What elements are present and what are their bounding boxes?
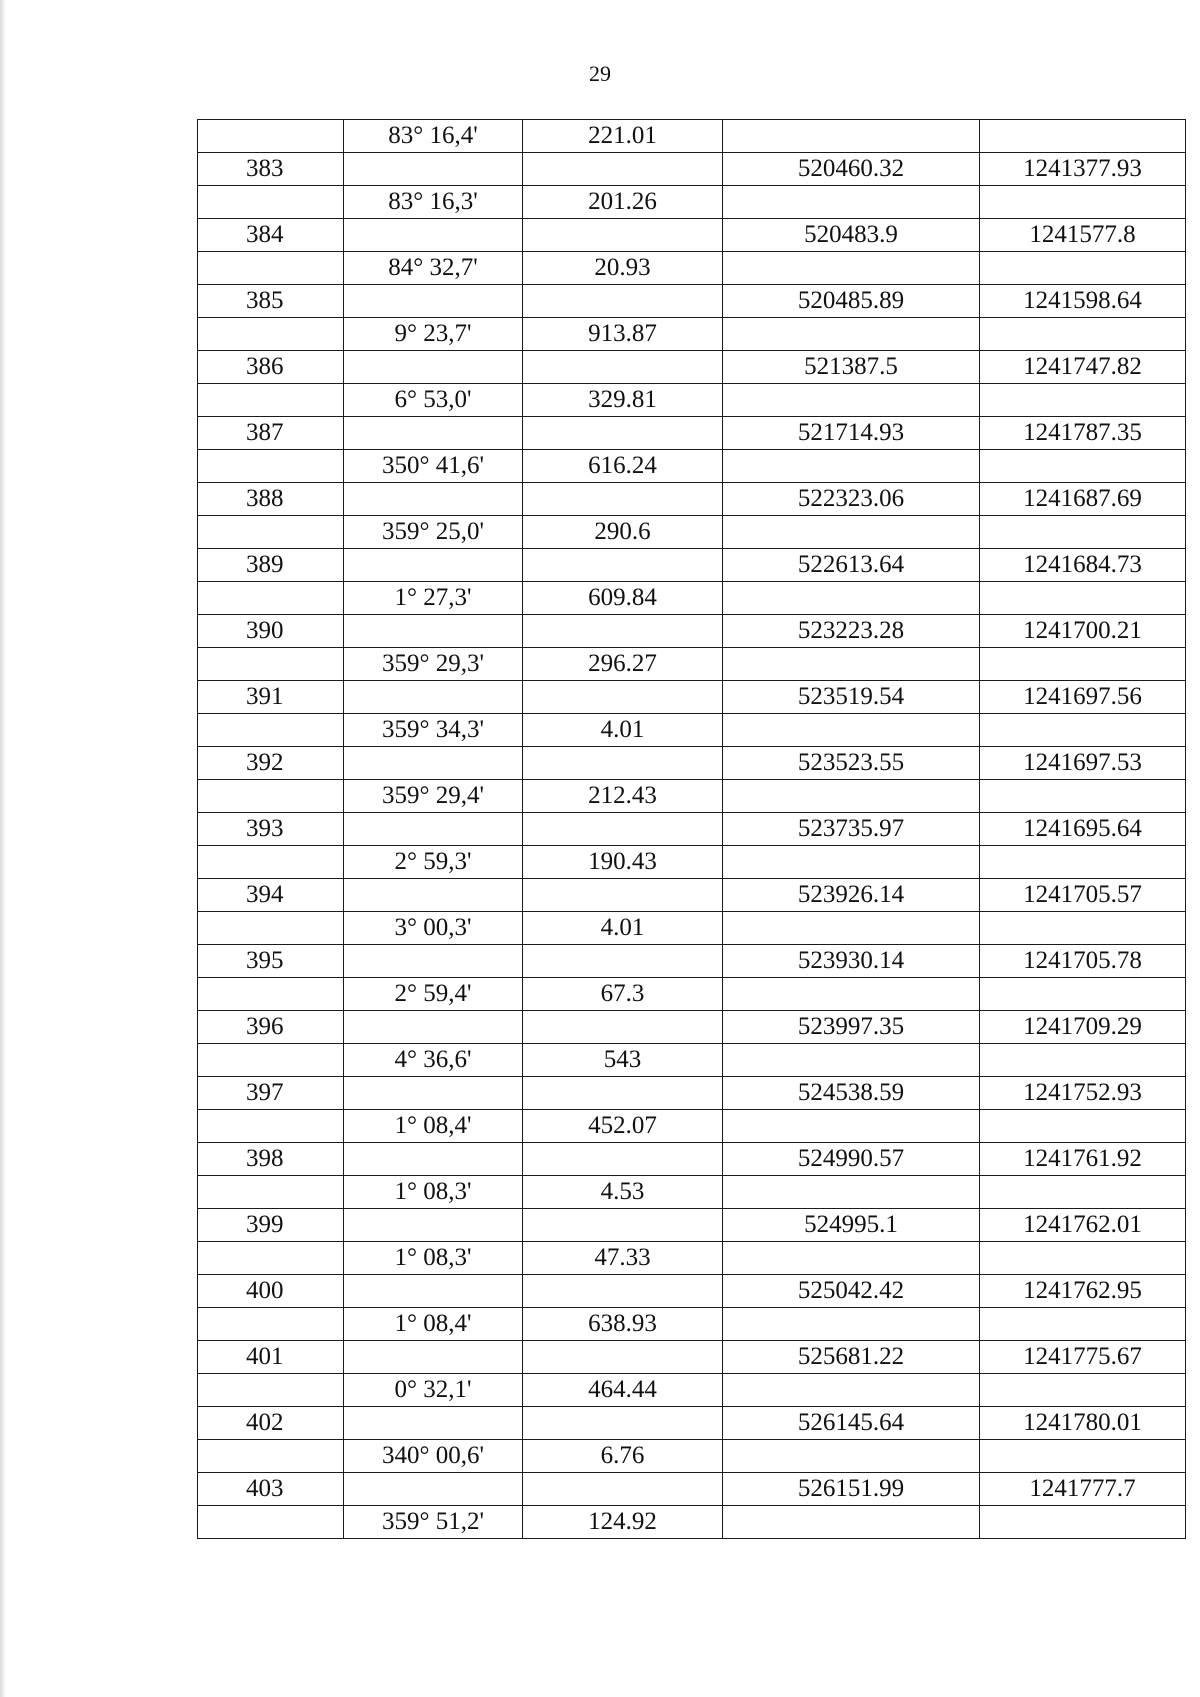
direction-angle-cell <box>344 945 523 978</box>
x-coordinate-cell: 523523.55 <box>723 747 980 780</box>
table-row <box>198 978 1186 1011</box>
distance-cell <box>523 1473 723 1506</box>
table-row <box>198 681 1186 714</box>
x-coordinate-cell: 525042.42 <box>723 1275 980 1308</box>
table-row <box>198 582 1186 615</box>
x-coordinate-cell <box>723 1176 980 1209</box>
x-coordinate-cell <box>723 1374 980 1407</box>
table-row <box>198 1077 1186 1110</box>
y-coordinate-cell: 1241695.64 <box>980 813 1186 846</box>
y-coordinate-cell <box>980 1440 1186 1473</box>
y-coordinate-cell <box>980 252 1186 285</box>
distance-cell: 67.3 <box>523 978 723 1011</box>
point-number-cell <box>198 912 344 945</box>
x-coordinate-cell: 522323.06 <box>723 483 980 516</box>
point-number-cell: 388 <box>198 483 344 516</box>
y-coordinate-cell <box>980 1506 1186 1539</box>
scan-edge-shadow <box>0 0 6 1697</box>
table-row <box>198 384 1186 417</box>
distance-cell <box>523 681 723 714</box>
table-row <box>198 1440 1186 1473</box>
distance-cell <box>523 549 723 582</box>
y-coordinate-cell: 1241787.35 <box>980 417 1186 450</box>
table-row <box>198 1176 1186 1209</box>
point-number-cell: 386 <box>198 351 344 384</box>
x-coordinate-cell <box>723 1308 980 1341</box>
direction-angle-cell <box>344 879 523 912</box>
point-number-cell <box>198 384 344 417</box>
y-coordinate-cell: 1241684.73 <box>980 549 1186 582</box>
y-coordinate-cell: 1241687.69 <box>980 483 1186 516</box>
x-coordinate-cell: 523926.14 <box>723 879 980 912</box>
y-coordinate-cell <box>980 978 1186 1011</box>
direction-angle-cell: 84° 32,7' <box>344 252 523 285</box>
x-coordinate-cell <box>723 1242 980 1275</box>
y-coordinate-cell: 1241697.53 <box>980 747 1186 780</box>
direction-angle-cell <box>344 1275 523 1308</box>
table-row <box>198 1506 1186 1539</box>
direction-angle-cell: 9° 23,7' <box>344 318 523 351</box>
point-number-cell <box>198 186 344 219</box>
x-coordinate-cell <box>723 120 980 153</box>
table-row <box>198 186 1186 219</box>
distance-cell: 452.07 <box>523 1110 723 1143</box>
y-coordinate-cell <box>980 1374 1186 1407</box>
table-row <box>198 879 1186 912</box>
y-coordinate-cell <box>980 582 1186 615</box>
point-number-cell: 383 <box>198 153 344 186</box>
x-coordinate-cell: 520460.32 <box>723 153 980 186</box>
direction-angle-cell <box>344 615 523 648</box>
direction-angle-cell: 2° 59,4' <box>344 978 523 1011</box>
direction-angle-cell: 4° 36,6' <box>344 1044 523 1077</box>
distance-cell <box>523 1341 723 1374</box>
distance-cell: 464.44 <box>523 1374 723 1407</box>
y-coordinate-cell: 1241598.64 <box>980 285 1186 318</box>
point-number-cell <box>198 1242 344 1275</box>
distance-cell: 543 <box>523 1044 723 1077</box>
y-coordinate-cell <box>980 318 1186 351</box>
x-coordinate-cell: 520485.89 <box>723 285 980 318</box>
distance-cell <box>523 945 723 978</box>
table-row <box>198 1110 1186 1143</box>
distance-cell: 212.43 <box>523 780 723 813</box>
point-number-cell <box>198 120 344 153</box>
direction-angle-cell: 350° 41,6' <box>344 450 523 483</box>
x-coordinate-cell <box>723 714 980 747</box>
direction-angle-cell: 1° 27,3' <box>344 582 523 615</box>
point-number-cell: 389 <box>198 549 344 582</box>
x-coordinate-cell: 522613.64 <box>723 549 980 582</box>
distance-cell: 190.43 <box>523 846 723 879</box>
y-coordinate-cell: 1241700.21 <box>980 615 1186 648</box>
distance-cell: 616.24 <box>523 450 723 483</box>
y-coordinate-cell <box>980 1308 1186 1341</box>
table-row <box>198 1011 1186 1044</box>
distance-cell <box>523 1011 723 1044</box>
table-row <box>198 747 1186 780</box>
table-row <box>198 351 1186 384</box>
y-coordinate-cell: 1241762.01 <box>980 1209 1186 1242</box>
table-row <box>198 714 1186 747</box>
x-coordinate-cell: 523223.28 <box>723 615 980 648</box>
x-coordinate-cell <box>723 978 980 1011</box>
table-row <box>198 1242 1186 1275</box>
direction-angle-cell: 1° 08,4' <box>344 1110 523 1143</box>
direction-angle-cell <box>344 549 523 582</box>
point-number-cell <box>198 648 344 681</box>
table-row <box>198 1044 1186 1077</box>
x-coordinate-cell <box>723 252 980 285</box>
direction-angle-cell <box>344 153 523 186</box>
direction-angle-cell: 359° 29,4' <box>344 780 523 813</box>
coordinates-table-body <box>198 120 1186 1539</box>
y-coordinate-cell <box>980 780 1186 813</box>
x-coordinate-cell <box>723 186 980 219</box>
table-row <box>198 219 1186 252</box>
distance-cell: 4.53 <box>523 1176 723 1209</box>
distance-cell: 609.84 <box>523 582 723 615</box>
x-coordinate-cell: 523930.14 <box>723 945 980 978</box>
point-number-cell <box>198 978 344 1011</box>
table-row <box>198 1308 1186 1341</box>
y-coordinate-cell: 1241762.95 <box>980 1275 1186 1308</box>
point-number-cell: 397 <box>198 1077 344 1110</box>
direction-angle-cell <box>344 681 523 714</box>
x-coordinate-cell: 525681.22 <box>723 1341 980 1374</box>
y-coordinate-cell <box>980 846 1186 879</box>
point-number-cell: 387 <box>198 417 344 450</box>
table-row <box>198 252 1186 285</box>
x-coordinate-cell: 523519.54 <box>723 681 980 714</box>
x-coordinate-cell <box>723 1506 980 1539</box>
x-coordinate-cell: 520483.9 <box>723 219 980 252</box>
point-number-cell: 398 <box>198 1143 344 1176</box>
x-coordinate-cell: 524990.57 <box>723 1143 980 1176</box>
x-coordinate-cell <box>723 780 980 813</box>
table-row <box>198 483 1186 516</box>
point-number-cell <box>198 1308 344 1341</box>
table-row <box>198 813 1186 846</box>
y-coordinate-cell <box>980 1176 1186 1209</box>
point-number-cell: 391 <box>198 681 344 714</box>
direction-angle-cell: 0° 32,1' <box>344 1374 523 1407</box>
distance-cell <box>523 1077 723 1110</box>
x-coordinate-cell: 524995.1 <box>723 1209 980 1242</box>
point-number-cell <box>198 1440 344 1473</box>
point-number-cell: 384 <box>198 219 344 252</box>
table-row <box>198 615 1186 648</box>
point-number-cell: 403 <box>198 1473 344 1506</box>
y-coordinate-cell <box>980 912 1186 945</box>
point-number-cell: 402 <box>198 1407 344 1440</box>
y-coordinate-cell: 1241752.93 <box>980 1077 1186 1110</box>
x-coordinate-cell <box>723 384 980 417</box>
distance-cell: 201.26 <box>523 186 723 219</box>
page-number: 29 <box>589 61 611 86</box>
distance-cell <box>523 483 723 516</box>
distance-cell <box>523 813 723 846</box>
point-number-cell: 392 <box>198 747 344 780</box>
direction-angle-cell <box>344 1341 523 1374</box>
point-number-cell: 399 <box>198 1209 344 1242</box>
distance-cell <box>523 747 723 780</box>
distance-cell: 4.01 <box>523 912 723 945</box>
x-coordinate-cell <box>723 516 980 549</box>
point-number-cell <box>198 318 344 351</box>
direction-angle-cell: 1° 08,3' <box>344 1242 523 1275</box>
x-coordinate-cell <box>723 1044 980 1077</box>
distance-cell <box>523 1209 723 1242</box>
distance-cell <box>523 1407 723 1440</box>
x-coordinate-cell <box>723 582 980 615</box>
point-number-cell: 396 <box>198 1011 344 1044</box>
table-row <box>198 1341 1186 1374</box>
table-row <box>198 516 1186 549</box>
direction-angle-cell <box>344 747 523 780</box>
y-coordinate-cell: 1241577.8 <box>980 219 1186 252</box>
distance-cell <box>523 1143 723 1176</box>
y-coordinate-cell <box>980 1242 1186 1275</box>
direction-angle-cell: 340° 00,6' <box>344 1440 523 1473</box>
table-row <box>198 549 1186 582</box>
point-number-cell <box>198 516 344 549</box>
distance-cell <box>523 351 723 384</box>
point-number-cell: 385 <box>198 285 344 318</box>
direction-angle-cell <box>344 219 523 252</box>
direction-angle-cell <box>344 1209 523 1242</box>
y-coordinate-cell: 1241780.01 <box>980 1407 1186 1440</box>
table-row <box>198 846 1186 879</box>
distance-cell: 913.87 <box>523 318 723 351</box>
table-row <box>198 1473 1186 1506</box>
direction-angle-cell <box>344 1473 523 1506</box>
distance-cell <box>523 615 723 648</box>
table-row <box>198 1275 1186 1308</box>
distance-cell <box>523 219 723 252</box>
x-coordinate-cell: 521714.93 <box>723 417 980 450</box>
direction-angle-cell <box>344 1407 523 1440</box>
table-row <box>198 1374 1186 1407</box>
x-coordinate-cell <box>723 912 980 945</box>
distance-cell: 296.27 <box>523 648 723 681</box>
table-row <box>198 945 1186 978</box>
y-coordinate-cell: 1241709.29 <box>980 1011 1186 1044</box>
point-number-cell <box>198 450 344 483</box>
x-coordinate-cell: 526145.64 <box>723 1407 980 1440</box>
y-coordinate-cell: 1241777.7 <box>980 1473 1186 1506</box>
table-row <box>198 417 1186 450</box>
x-coordinate-cell: 526151.99 <box>723 1473 980 1506</box>
table-row <box>198 1143 1186 1176</box>
x-coordinate-cell <box>723 1440 980 1473</box>
y-coordinate-cell <box>980 516 1186 549</box>
direction-angle-cell: 359° 25,0' <box>344 516 523 549</box>
distance-cell <box>523 153 723 186</box>
point-number-cell <box>198 714 344 747</box>
point-number-cell: 394 <box>198 879 344 912</box>
table-row <box>198 1407 1186 1440</box>
x-coordinate-cell <box>723 318 980 351</box>
distance-cell: 638.93 <box>523 1308 723 1341</box>
coordinates-table <box>197 119 1186 1539</box>
distance-cell: 124.92 <box>523 1506 723 1539</box>
y-coordinate-cell <box>980 384 1186 417</box>
table-row <box>198 780 1186 813</box>
direction-angle-cell <box>344 483 523 516</box>
direction-angle-cell: 359° 29,3' <box>344 648 523 681</box>
point-number-cell <box>198 1110 344 1143</box>
x-coordinate-cell <box>723 450 980 483</box>
point-number-cell <box>198 252 344 285</box>
direction-angle-cell: 6° 53,0' <box>344 384 523 417</box>
y-coordinate-cell <box>980 1110 1186 1143</box>
direction-angle-cell <box>344 813 523 846</box>
direction-angle-cell: 1° 08,3' <box>344 1176 523 1209</box>
y-coordinate-cell <box>980 186 1186 219</box>
table-row <box>198 318 1186 351</box>
y-coordinate-cell: 1241747.82 <box>980 351 1186 384</box>
direction-angle-cell <box>344 1011 523 1044</box>
table-row <box>198 912 1186 945</box>
point-number-cell: 390 <box>198 615 344 648</box>
direction-angle-cell: 1° 08,4' <box>344 1308 523 1341</box>
direction-angle-cell: 3° 00,3' <box>344 912 523 945</box>
y-coordinate-cell <box>980 1044 1186 1077</box>
table-row <box>198 648 1186 681</box>
table-row <box>198 153 1186 186</box>
distance-cell: 6.76 <box>523 1440 723 1473</box>
table-row <box>198 1209 1186 1242</box>
x-coordinate-cell: 523735.97 <box>723 813 980 846</box>
x-coordinate-cell: 524538.59 <box>723 1077 980 1110</box>
y-coordinate-cell: 1241761.92 <box>980 1143 1186 1176</box>
y-coordinate-cell <box>980 648 1186 681</box>
distance-cell <box>523 417 723 450</box>
direction-angle-cell: 2° 59,3' <box>344 846 523 879</box>
direction-angle-cell: 83° 16,3' <box>344 186 523 219</box>
table-row <box>198 120 1186 153</box>
point-number-cell <box>198 1176 344 1209</box>
point-number-cell: 401 <box>198 1341 344 1374</box>
table-row <box>198 285 1186 318</box>
point-number-cell: 400 <box>198 1275 344 1308</box>
point-number-cell: 395 <box>198 945 344 978</box>
y-coordinate-cell <box>980 120 1186 153</box>
distance-cell: 221.01 <box>523 120 723 153</box>
direction-angle-cell: 359° 51,2' <box>344 1506 523 1539</box>
direction-angle-cell: 359° 34,3' <box>344 714 523 747</box>
distance-cell: 329.81 <box>523 384 723 417</box>
y-coordinate-cell <box>980 714 1186 747</box>
point-number-cell <box>198 846 344 879</box>
distance-cell <box>523 285 723 318</box>
direction-angle-cell <box>344 1143 523 1176</box>
y-coordinate-cell: 1241705.57 <box>980 879 1186 912</box>
x-coordinate-cell: 521387.5 <box>723 351 980 384</box>
direction-angle-cell: 83° 16,4' <box>344 120 523 153</box>
table-row <box>198 450 1186 483</box>
x-coordinate-cell <box>723 648 980 681</box>
point-number-cell <box>198 1506 344 1539</box>
x-coordinate-cell: 523997.35 <box>723 1011 980 1044</box>
y-coordinate-cell: 1241705.78 <box>980 945 1186 978</box>
distance-cell <box>523 879 723 912</box>
distance-cell: 4.01 <box>523 714 723 747</box>
direction-angle-cell <box>344 285 523 318</box>
y-coordinate-cell: 1241377.93 <box>980 153 1186 186</box>
y-coordinate-cell: 1241697.56 <box>980 681 1186 714</box>
point-number-cell <box>198 780 344 813</box>
direction-angle-cell <box>344 417 523 450</box>
distance-cell <box>523 1275 723 1308</box>
point-number-cell: 393 <box>198 813 344 846</box>
direction-angle-cell <box>344 1077 523 1110</box>
x-coordinate-cell <box>723 1110 980 1143</box>
distance-cell: 20.93 <box>523 252 723 285</box>
distance-cell: 47.33 <box>523 1242 723 1275</box>
y-coordinate-cell: 1241775.67 <box>980 1341 1186 1374</box>
distance-cell: 290.6 <box>523 516 723 549</box>
y-coordinate-cell <box>980 450 1186 483</box>
direction-angle-cell <box>344 351 523 384</box>
point-number-cell <box>198 582 344 615</box>
x-coordinate-cell <box>723 846 980 879</box>
point-number-cell <box>198 1044 344 1077</box>
point-number-cell <box>198 1374 344 1407</box>
